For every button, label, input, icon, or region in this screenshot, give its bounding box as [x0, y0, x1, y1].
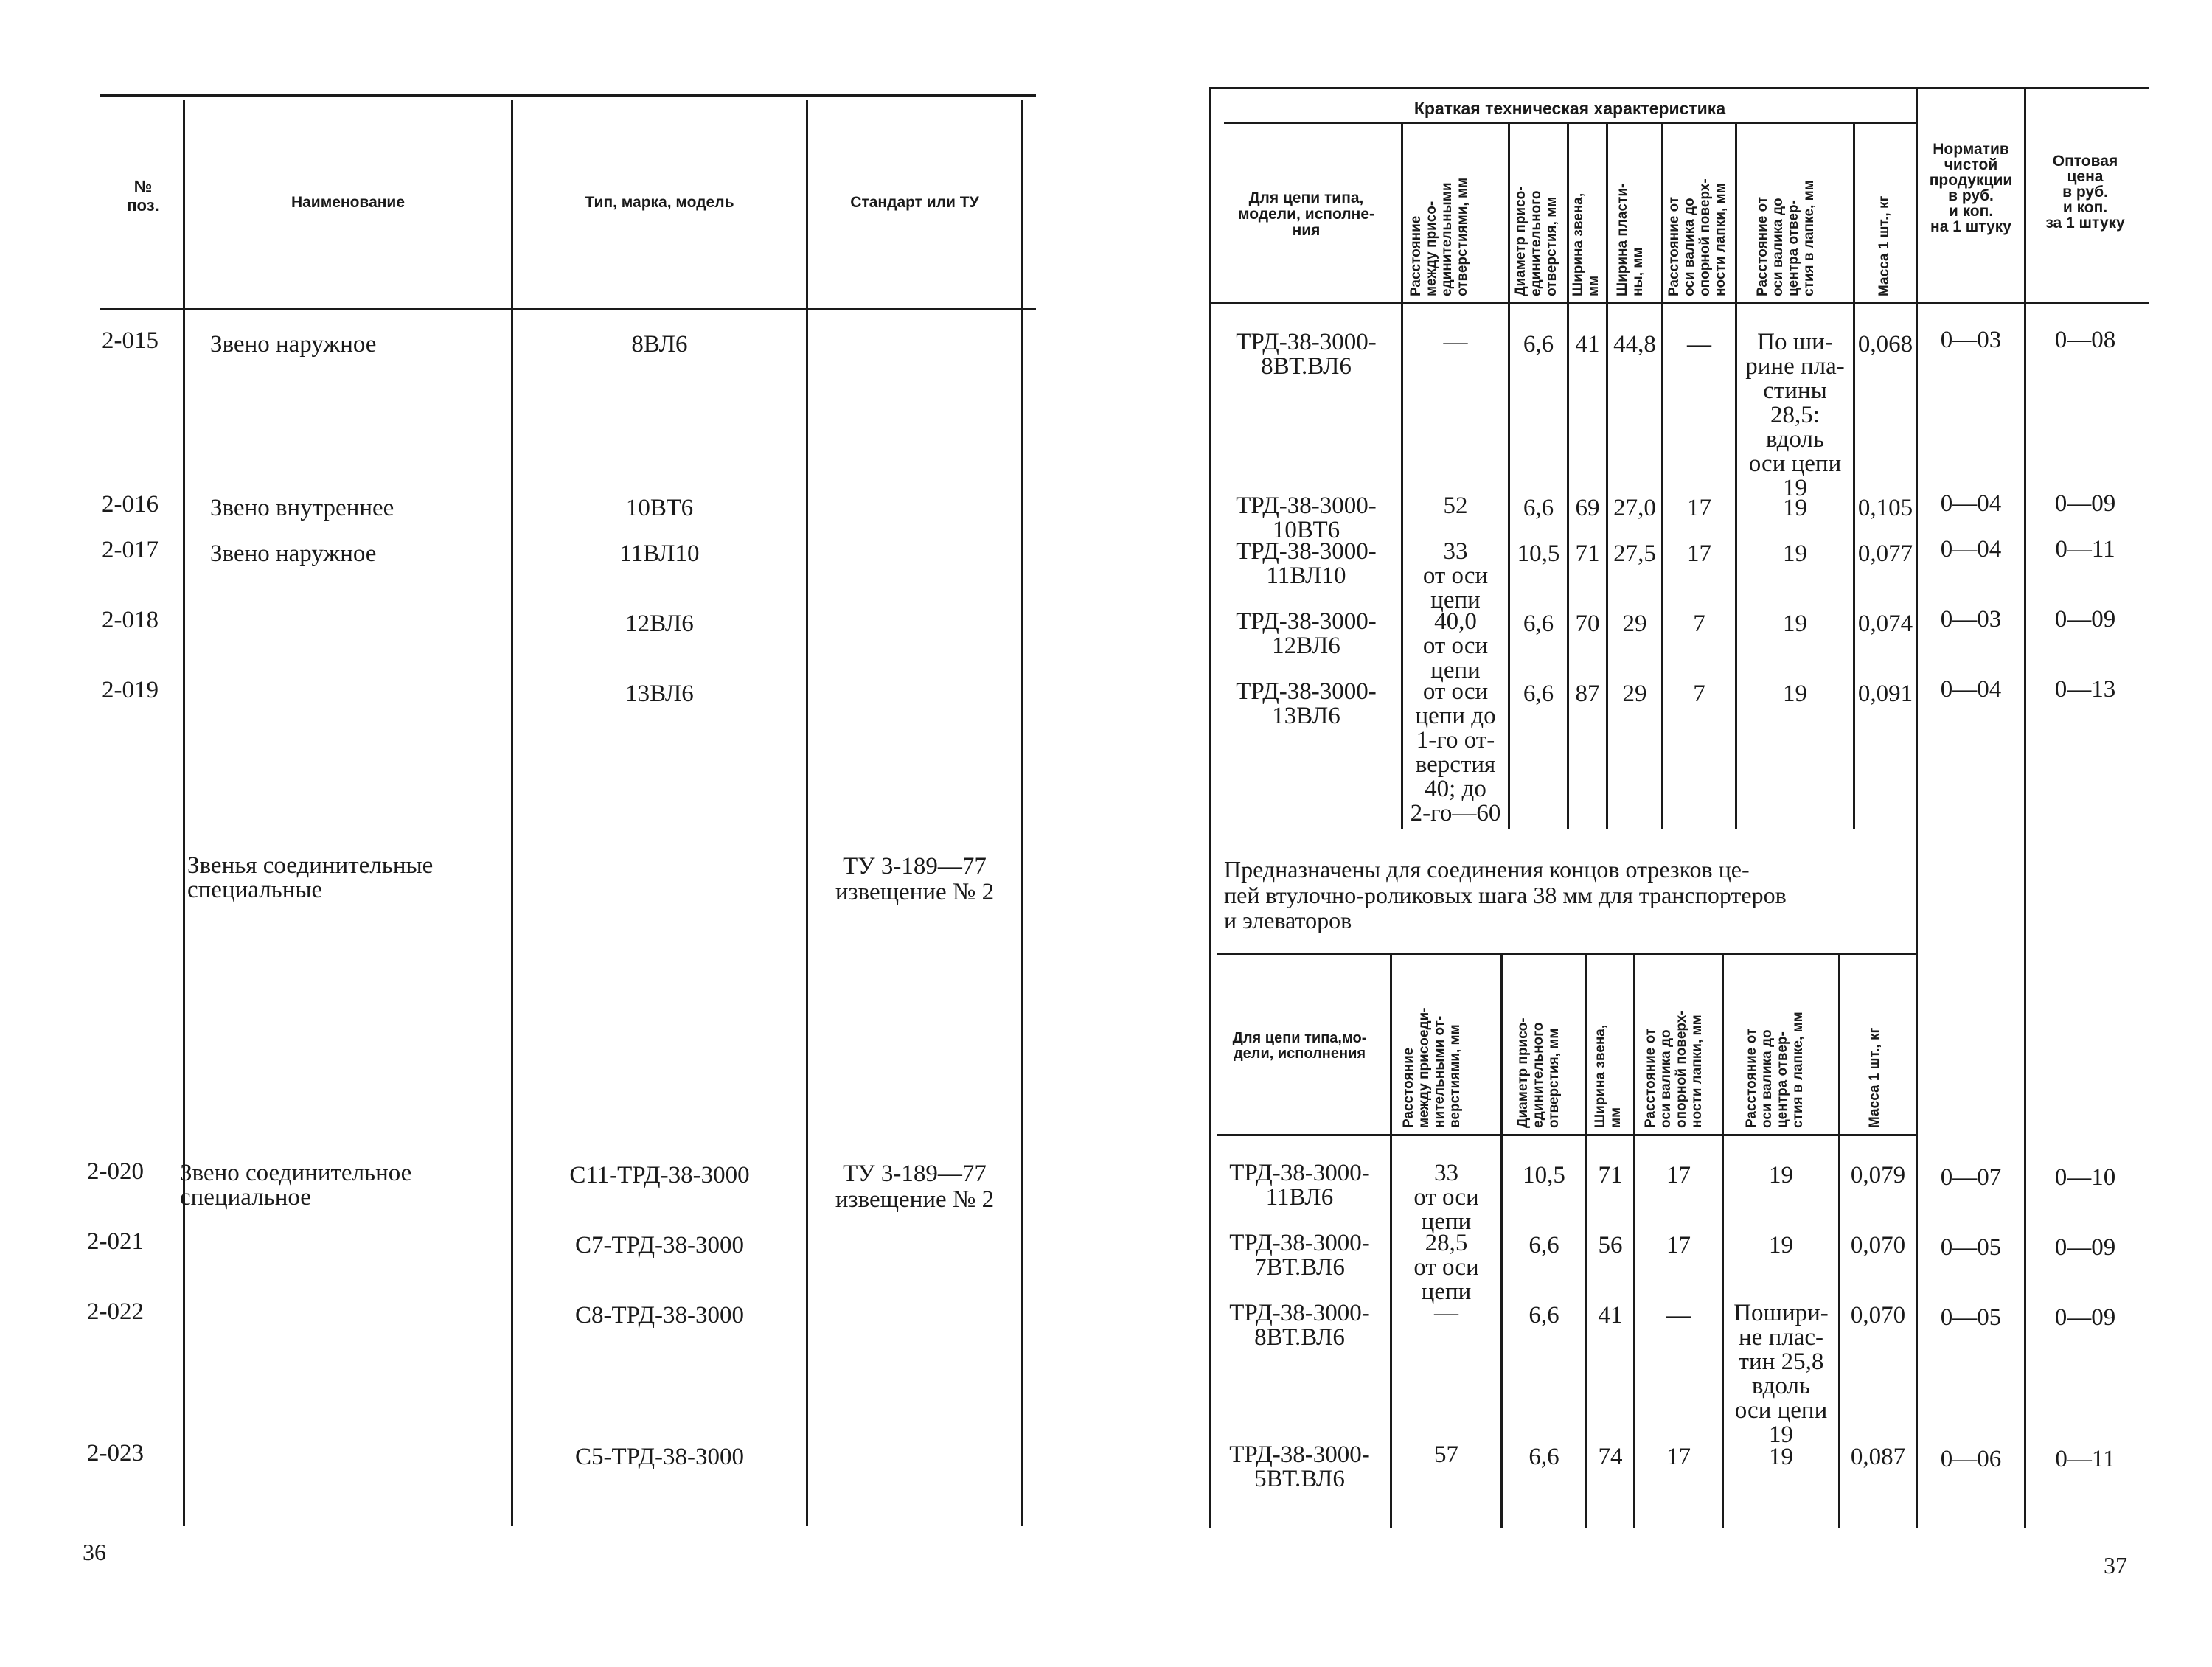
t2-header-dist: Расстояние между присоеди- нительными от- верстиями, мм	[1401, 1007, 1463, 1128]
norm-value: 0—03	[1940, 327, 2002, 353]
wlink-value: 71	[1575, 540, 1600, 567]
dist-value: 52	[1443, 493, 1468, 519]
pos-number: 2-018	[102, 607, 159, 633]
norm-value: 0—04	[1940, 536, 2002, 563]
t1-col-rule	[1567, 122, 1569, 829]
axis-hole-value: 19	[1783, 681, 1807, 707]
wplate-value: 27,5	[1613, 540, 1656, 567]
norm-value: 0—04	[1940, 490, 2002, 517]
chain-type: ТРД-38-3000- 11ВЛ6	[1229, 1160, 1370, 1211]
dist-value: 57	[1434, 1441, 1458, 1468]
right-header-rule	[1209, 302, 2149, 304]
price-value: 0—09	[2054, 490, 2116, 517]
pos-number: 2-021	[87, 1228, 144, 1255]
t2-header-axis-surface: Расстояние от оси валика до опорной поверх- ности лапки, мм	[1643, 1010, 1705, 1128]
pos-number: 2-015	[102, 327, 159, 354]
price-value: 0—11	[2055, 536, 2115, 563]
t1-header-width-link: Ширина звена, мм	[1571, 192, 1601, 296]
right-top-rule	[1209, 87, 2149, 89]
wplate-value: 27,0	[1613, 495, 1656, 521]
diam-value: 6,6	[1523, 495, 1554, 521]
mass-value: 0,068	[1857, 331, 1913, 358]
item-type: 10ВТ6	[625, 495, 694, 521]
item-type: 13ВЛ6	[625, 681, 694, 707]
axis-hole-value: 19	[1769, 1232, 1793, 1259]
diam-value: 10,5	[1523, 1162, 1565, 1189]
axis-hole-value: 19	[1783, 610, 1807, 637]
axis-surface-value: —	[1687, 331, 1711, 358]
t2-header-rule	[1217, 1134, 1916, 1136]
left-header-std: Стандарт или ТУ	[850, 194, 979, 211]
axis-hole-value: 19	[1783, 495, 1807, 521]
pos-number: 2-017	[102, 537, 159, 563]
mass-value: 0,091	[1857, 681, 1913, 707]
norm-value: 0—04	[1940, 676, 2002, 703]
axis-surface-value: —	[1666, 1302, 1691, 1329]
item-type: С7-ТРД-38-3000	[574, 1232, 745, 1259]
norm-value: 0—05	[1940, 1304, 2002, 1331]
wlink-value: 41	[1575, 331, 1600, 358]
wlink-value: 69	[1575, 495, 1600, 521]
left-col-rule-1	[183, 100, 185, 1526]
t1-header-chain: Для цепи типа, модели, исполне- ния	[1237, 189, 1374, 240]
t1-group-title: Краткая техническая характеристика	[1413, 99, 1726, 118]
t2-header-axis-hole: Расстояние от оси валика до центра отвер- стия в лапке, мм	[1744, 1012, 1806, 1128]
item-standard: ТУ 3-189—77 извещение № 2	[835, 1160, 995, 1213]
mass-value: 0,074	[1857, 610, 1913, 637]
left-header-rule	[100, 308, 1036, 310]
wplate-value: 29	[1622, 681, 1647, 707]
item-type: 8ВЛ6	[631, 331, 688, 358]
diam-value: 6,6	[1523, 610, 1554, 637]
price-value: 0—13	[2054, 676, 2116, 703]
price-value: 0—09	[2054, 606, 2116, 633]
axis-surface-value: 17	[1666, 1232, 1691, 1259]
dist-value: 28,5 от оси цепи	[1413, 1230, 1479, 1305]
diam-value: 6,6	[1523, 331, 1554, 358]
left-col-rule-3	[806, 100, 808, 1526]
wlink-value: 56	[1598, 1232, 1623, 1259]
t1-col-rule	[1508, 122, 1510, 829]
t1-col-rule	[1606, 122, 1608, 829]
chain-type: ТРД-38-3000- 13ВЛ6	[1236, 678, 1377, 729]
dist-value: —	[1443, 329, 1468, 355]
price-value: 0—08	[2054, 327, 2116, 353]
left-col-rule-4	[1021, 100, 1023, 1526]
t1-col-rule	[1853, 122, 1855, 829]
purpose-text: Предназначены для соединения концов отрезков це- пей втулочно-роликовых шага 38 мм для транспортеров и элеваторов	[1224, 856, 1787, 934]
t2-header-diam: Диаметр присо- единительного отверстия, мм	[1515, 1017, 1562, 1128]
item-type: С5-ТРД-38-3000	[574, 1444, 745, 1470]
price-value: 0—09	[2054, 1234, 2116, 1261]
axis-surface-value: 7	[1693, 681, 1705, 707]
dist-value: 33 от оси цепи	[1422, 538, 1489, 613]
wlink-value: 71	[1598, 1162, 1623, 1189]
axis-hole-value: 19	[1769, 1444, 1793, 1470]
chain-type: ТРД-38-3000- 12ВЛ6	[1236, 608, 1377, 659]
pos-number: 2-019	[102, 677, 159, 703]
item-name: Звено внутреннее	[210, 495, 394, 521]
axis-surface-value: 17	[1687, 540, 1711, 567]
mass-value: 0,105	[1857, 495, 1913, 521]
t1-header-norm: Норматив чистой продукции в руб. и коп. на 1 штуку	[1929, 141, 2013, 235]
t1-header-axis-surface: Расстояние от оси валика до опорной поверх- ности лапки, мм	[1666, 178, 1728, 296]
axis-surface-value: 17	[1687, 495, 1711, 521]
chain-type: ТРД-38-3000- 8ВТ.ВЛ6	[1236, 329, 1377, 380]
group-name: Звенья соединительные специальные	[187, 852, 434, 903]
mass-value: 0,070	[1850, 1232, 1906, 1259]
t1-header-width-plate: Ширина пласти- ны, мм	[1615, 183, 1646, 296]
wlink-value: 70	[1575, 610, 1600, 637]
axis-surface-value: 17	[1666, 1162, 1691, 1189]
diam-value: 6,6	[1528, 1444, 1559, 1470]
norm-value: 0—06	[1940, 1446, 2002, 1472]
left-top-rule	[100, 94, 1036, 97]
t1-header-price: Оптовая цена в руб. и коп. за 1 штуку	[2045, 153, 2125, 232]
t1-col-rule	[1661, 122, 1663, 829]
t1-header-mass: Масса 1 шт., кг	[1877, 195, 1892, 296]
diam-value: 6,6	[1528, 1302, 1559, 1329]
dist-value: 33 от оси цепи	[1413, 1160, 1479, 1235]
left-header-name: Наименование	[291, 194, 406, 211]
wlink-value: 41	[1598, 1302, 1623, 1329]
item-type: С8-ТРД-38-3000	[574, 1302, 745, 1329]
left-header-num: № поз.	[127, 177, 159, 215]
t2-header-width-link: Ширина звена, мм	[1593, 1024, 1624, 1128]
price-value: 0—09	[2054, 1304, 2116, 1331]
pos-number: 2-022	[87, 1298, 144, 1325]
norm-value: 0—07	[1940, 1164, 2002, 1191]
t1-header-dist: Расстояние между присо- единительными отверстиями, мм	[1408, 177, 1470, 296]
t1-header-diam: Диаметр присо- единительного отверстия, мм	[1513, 186, 1559, 296]
axis-hole-value: По ши- рине пла- стины 28,5: вдоль оси цепи 19	[1745, 329, 1845, 501]
chain-type: ТРД-38-3000- 7ВТ.ВЛ6	[1229, 1230, 1370, 1281]
t1-header-axis-hole: Расстояние от оси валика до центра отвер- стия в лапке, мм	[1755, 180, 1817, 296]
t2-top-rule	[1217, 953, 1916, 955]
left-header-type: Тип, марка, модель	[585, 194, 734, 211]
axis-hole-value: Пошири- не плас- тин 25,8 вдоль оси цепи 19	[1733, 1300, 1829, 1448]
item-type: 12ВЛ6	[625, 610, 694, 637]
item-type: С11-ТРД-38-3000	[569, 1162, 750, 1189]
chain-type: ТРД-38-3000- 5ВТ.ВЛ6	[1229, 1441, 1370, 1492]
norm-value: 0—05	[1940, 1234, 2002, 1261]
wplate-value: 44,8	[1613, 331, 1656, 358]
diam-value: 6,6	[1523, 681, 1554, 707]
mass-value: 0,077	[1857, 540, 1913, 567]
norm-value: 0—03	[1940, 606, 2002, 633]
item-type: 11ВЛ10	[619, 540, 700, 567]
mass-value: 0,070	[1850, 1302, 1906, 1329]
chain-type: ТРД-38-3000- 10ВТ6	[1236, 493, 1377, 543]
pos-number: 2-023	[87, 1440, 144, 1466]
item-name: Звено наружное	[210, 540, 377, 567]
right-group-rule	[1224, 122, 1916, 124]
axis-surface-value: 17	[1666, 1444, 1691, 1470]
t2-header-mass: Масса 1 шт., кг	[1867, 1027, 1882, 1128]
diam-value: 6,6	[1528, 1232, 1559, 1259]
axis-hole-value: 19	[1783, 540, 1807, 567]
dist-value: —	[1434, 1300, 1458, 1326]
pos-number: 2-020	[87, 1158, 144, 1185]
axis-hole-value: 19	[1769, 1162, 1793, 1189]
page-number: 37	[2104, 1552, 2127, 1579]
t2-header-chain: Для цепи типа,мо- дели, исполнения	[1232, 1030, 1367, 1062]
price-value: 0—11	[2055, 1446, 2115, 1472]
wlink-value: 87	[1575, 681, 1600, 707]
wlink-value: 74	[1598, 1444, 1623, 1470]
chain-type: ТРД-38-3000- 8ВТ.ВЛ6	[1229, 1300, 1370, 1351]
page-number: 36	[83, 1539, 106, 1565]
item-name: Звено наружное	[210, 331, 377, 358]
pos-number: 2-016	[102, 491, 159, 518]
item-name: Звено соединительное специальное	[180, 1160, 412, 1211]
chain-type: ТРД-38-3000- 11ВЛ10	[1236, 538, 1377, 589]
group-standard: ТУ 3-189—77 извещение № 2	[835, 853, 995, 905]
dist-value: от оси цепи до 1-го от- верстия 40; до 2-го—60	[1410, 678, 1501, 826]
mass-value: 0,079	[1850, 1162, 1906, 1189]
mass-value: 0,087	[1850, 1444, 1906, 1470]
axis-surface-value: 7	[1693, 610, 1705, 637]
wplate-value: 29	[1622, 610, 1647, 637]
dist-value: 40,0 от оси цепи	[1422, 608, 1489, 683]
diam-value: 10,5	[1517, 540, 1560, 567]
price-value: 0—10	[2054, 1164, 2116, 1191]
